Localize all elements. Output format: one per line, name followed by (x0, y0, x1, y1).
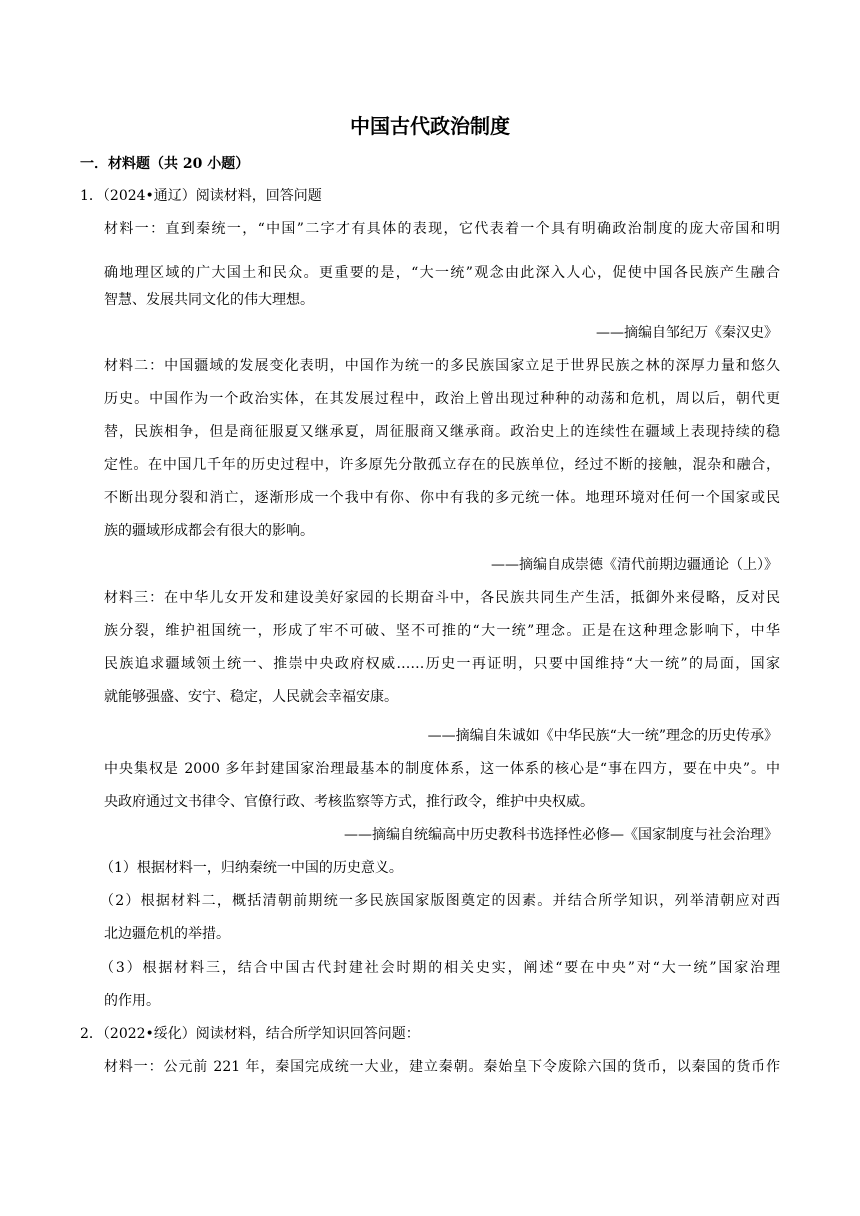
sub-question-2: （2）根据材料二，概括清朝前期统一多民族国家版图奠定的因素。并结合所学知识，列举清朝应对西 (100, 893, 780, 909)
paragraph-line: 就能够强盛、安宁、稳定，人民就会幸福安康。 (104, 689, 398, 705)
paragraph-line: 材料一：公元前 221 年，秦国完成统一大业，建立秦朝。秦始皇下令废除六国的货币，以秦国的货币作 (104, 1059, 780, 1075)
question-1-heading: 1．（2024•通辽）阅读材料，回答问题 (80, 188, 322, 204)
paragraph-line: 族分裂，维护祖国统一，形成了牢不可破、坚不可推的“大一统”理念。正是在这种理念影响下，中华 (104, 623, 780, 639)
paragraph-line: 不断出现分裂和消亡，逐渐形成一个我中有你、你中有我的多元统一体。地理环境对任何一个国家或民 (104, 490, 780, 506)
source-citation: ——摘编自朱诚如《中华民族“大一统”理念的历史传承》 (427, 728, 778, 744)
paragraph-line: 材料一：直到秦统一，“中国”二字才有具体的表现，它代表着一个具有明确政治制度的庞大帝国和明 (104, 221, 780, 237)
sub-question-3: 的作用。 (104, 993, 160, 1009)
sub-question-2: 北边疆危机的举措。 (104, 926, 230, 942)
paragraph-line: 定性。在中国几千年的历史过程中，许多原先分散孤立存在的民族单位，经过不断的接触，混杂和融合， (104, 457, 780, 473)
paragraph-line: 确地理区域的广大国土和民众。更重要的是，“大一统”观念由此深入人心，促使中国各民族产生融合 (104, 265, 780, 281)
paragraph-line: 央政府通过文书律令、官僚行政、考核监察等方式，推行政令，维护中央权威。 (104, 794, 594, 810)
sub-question-3: （3）根据材料三，结合中国古代封建社会时期的相关史实，阐述“要在中央”对“大一统”国家治理 (100, 960, 780, 976)
paragraph-line: 民族追求疆域领土统一、推崇中央政府权威……历史一再证明，只要中国维持“大一统”的局面，国家 (104, 656, 780, 672)
paragraph-line: 智慧、发展共同文化的伟大理想。 (104, 292, 314, 308)
paragraph-line: 族的疆域形成都会有很大的影响。 (104, 523, 314, 539)
question-2-heading: 2．（2022•绥化）阅读材料，结合所学知识回答问题： (80, 1026, 420, 1042)
paragraph-line: 中央集权是 2000 多年封建国家治理最基本的制度体系，这一体系的核心是“事在四方，要在中央”。中 (104, 761, 780, 777)
paragraph-line: 材料二：中国疆域的发展变化表明，中国作为统一的多民族国家立足于世界民族之林的深厚力量和悠久 (104, 358, 780, 374)
paragraph-line: 替，民族相争，但是商征服夏又继承夏，周征服商又继承商。政治史上的连续性在疆域上表现持续的稳 (104, 424, 780, 440)
section-heading: 一．材料题（共 20 小题） (80, 156, 250, 172)
source-citation: ——摘编自成崇德《清代前期边疆通论（上）》 (491, 557, 778, 573)
source-citation: ——摘编自统编高中历史教科书选择性必修—《国家制度与社会治理》 (344, 827, 778, 843)
paragraph-line: 历史。中国作为一个政治实体，在其发展过程中，政治上曾出现过种种的动荡和危机，周以后，朝代更 (104, 391, 780, 407)
page-title: 中国古代政治制度 (350, 114, 510, 138)
source-citation: ——摘编自邹纪万《秦汉史》 (596, 325, 778, 341)
sub-question-1: （1）根据材料一，归纳秦统一中国的历史意义。 (100, 860, 403, 876)
paragraph-line: 材料三：在中华儿女开发和建设美好家园的长期奋斗中，各民族共同生产生活，抵御外来侵略，反对民 (104, 590, 780, 606)
